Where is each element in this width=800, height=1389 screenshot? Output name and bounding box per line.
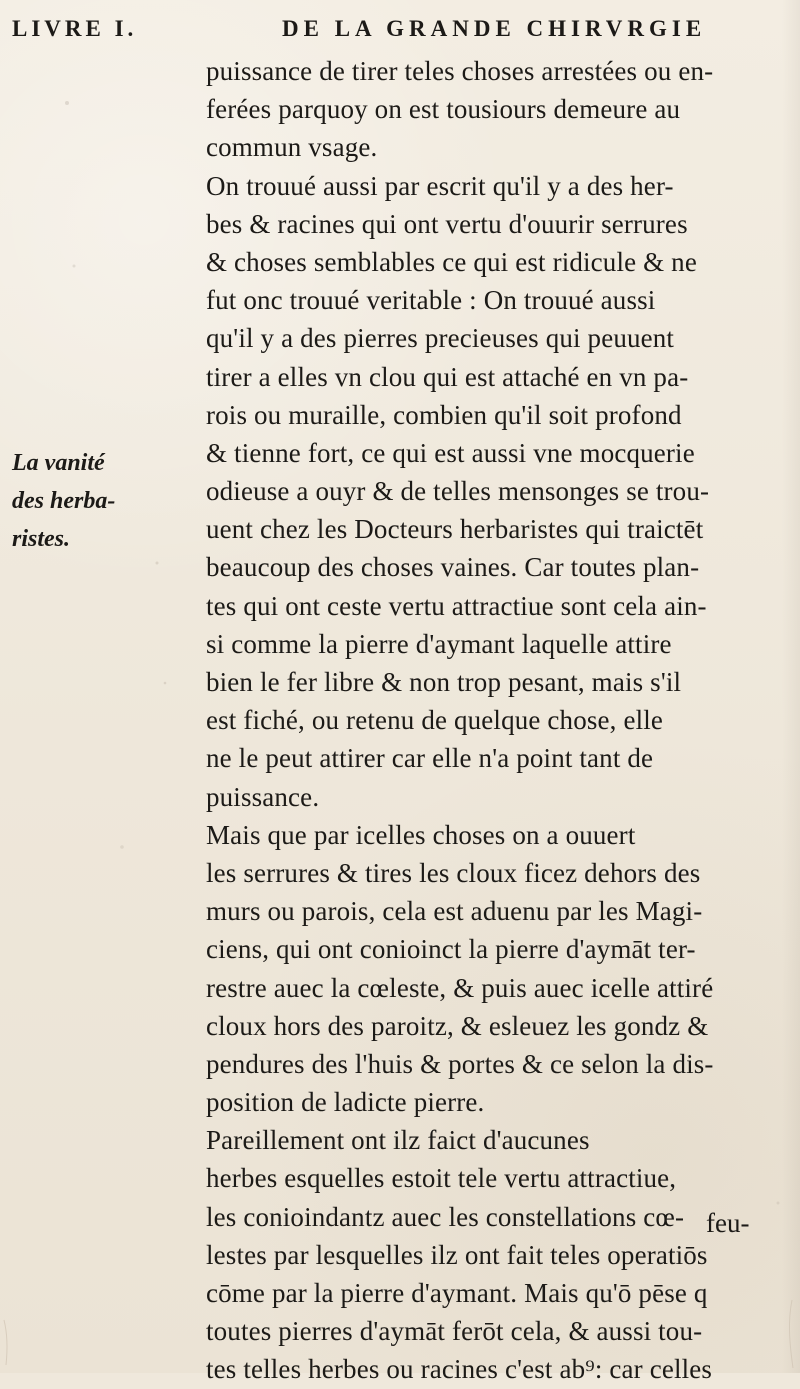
page-crease	[4, 1320, 7, 1365]
text-line: tirer a elles vn clou qui est attaché en vn pa-	[206, 361, 689, 392]
text-line: les serrures & tires les cloux ficez dehors des	[206, 857, 701, 888]
running-head-left: LIVRE I.	[12, 16, 138, 41]
catchword: feu-	[706, 1208, 750, 1238]
text-line: si comme la pierre d'aymant laquelle attire	[206, 628, 672, 659]
text-line: tes telles herbes ou racines c'est ab⁹: car celles	[206, 1354, 713, 1385]
text-line: ne le peut attirer car elle n'a point tant de	[206, 743, 654, 774]
text-line: uent chez les Docteurs herbaristes qui traictēt	[206, 514, 704, 545]
text-line: les conioindantz auec les constellations cœ-	[206, 1201, 685, 1232]
text-line: cōme par la pierre d'aymant. Mais qu'ō pēse q	[206, 1278, 708, 1308]
text-line: ciens, qui ont conioinct la pierre d'aymāt ter-	[206, 934, 696, 965]
margin-note	[12, 444, 182, 558]
paper-speck	[65, 101, 69, 105]
text-line: bien le fer libre & non trop pesant, mais s'il	[206, 667, 682, 697]
text-line: qu'il y a des pierres precieuses qui peuuent	[206, 323, 675, 354]
text-line: restre auec la cœleste, & puis auec icelle attiré	[206, 972, 714, 1003]
paper-speck	[156, 562, 159, 565]
paper-speck	[164, 682, 167, 685]
text-line: ferées parquoy on est tousiours demeure au	[206, 94, 681, 125]
running-head-title: DE LA GRANDE CHIRVRGIE	[282, 16, 707, 41]
text-line: Pareillement ont ilz faict d'aucunes	[206, 1125, 590, 1156]
text-line: Mais que par icelles choses on a ouuert	[206, 819, 636, 850]
text-line: commun vsage.	[206, 132, 378, 163]
text-line: puissance de tirer teles choses arrestées ou en-	[206, 56, 714, 86]
text-line: On trouué aussi par escrit qu'il y a des her-	[206, 170, 674, 201]
text-line: beaucoup des choses vaines. Car toutes plan-	[206, 552, 700, 583]
text-line: rois ou muraille, combien qu'il soit profond	[206, 399, 682, 430]
text-line: murs ou parois, cela est aduenu par les Magi-	[206, 896, 703, 927]
text-line: bes & racines qui ont vertu d'ouurir serrures	[206, 208, 688, 239]
text-line: & tienne fort, ce qui est aussi vne mocquerie	[206, 437, 695, 468]
text-line: puissance.	[206, 781, 320, 812]
margin-note-line: des herba-	[12, 488, 116, 514]
text-line: pendures des l'huis & portes & ce selon la dis-	[206, 1048, 714, 1079]
margin-note-line: La vanité	[12, 450, 105, 476]
text-line: odieuse a ouyr & de telles mensonges se trou-	[206, 476, 710, 507]
text-line: est fiché, ou retenu de quelque chose, elle	[206, 705, 664, 736]
text-line: & choses semblables ce qui est ridicule & ne	[206, 246, 697, 277]
margin-note-line: ristes.	[12, 526, 71, 552]
text-line: fut onc trouué veritable : On trouué aussi	[206, 285, 656, 316]
text-line: lestes par lesquelles ilz ont fait teles operatiōs	[206, 1239, 708, 1270]
text-line: tes qui ont ceste vertu attractiue sont cela ain-	[206, 590, 707, 621]
text-line: cloux hors des paroitz, & esleuez les gondz &	[206, 1010, 709, 1041]
running-head	[12, 16, 786, 50]
text-line: toutes pierres d'aymāt ferōt cela, & aussi tou-	[206, 1316, 703, 1347]
text-line: herbes esquelles estoit tele vertu attractiue,	[206, 1163, 677, 1194]
text-line: position de ladicte pierre.	[206, 1087, 485, 1118]
paper-speck	[120, 845, 124, 849]
paper-speck	[73, 265, 76, 268]
body-text	[206, 52, 786, 1389]
